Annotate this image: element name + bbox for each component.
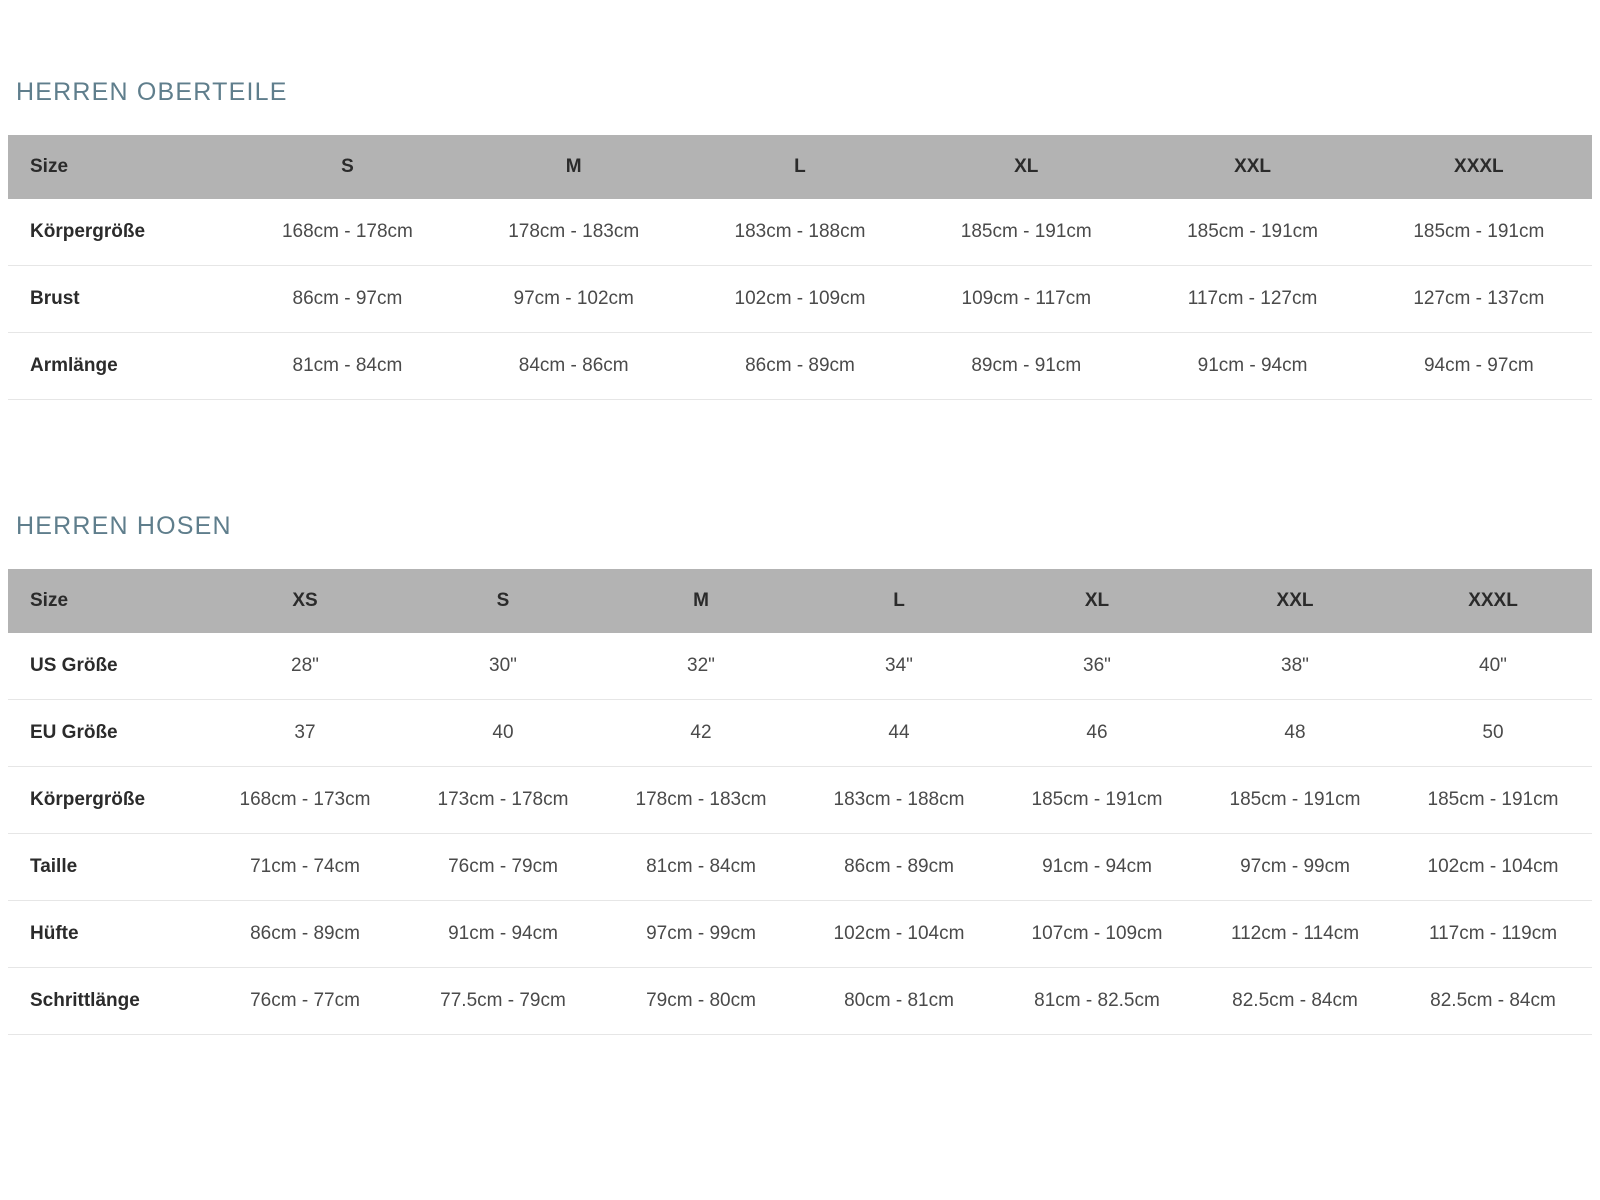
table-body-oberteile	[8, 199, 1592, 400]
section-herren-oberteile	[8, 78, 1592, 400]
table-header-row	[8, 135, 1592, 199]
table-cell: 89cm - 91cm	[971, 355, 1082, 376]
table-cell: 168cm - 173cm	[239, 789, 371, 810]
table-cell: 46	[1086, 722, 1108, 743]
table-cell: 168cm - 178cm	[281, 221, 413, 242]
table-header-oberteile	[8, 135, 1592, 199]
row-label: Brust	[30, 288, 80, 309]
table-body-hosen	[8, 633, 1592, 1035]
table-cell: 86cm - 89cm	[745, 355, 855, 376]
table-cell: 32"	[687, 655, 715, 676]
table-cell: 185cm - 191cm	[960, 221, 1092, 242]
table-cell: 91cm - 94cm	[1042, 856, 1152, 877]
column-header-xl: XL	[1014, 156, 1039, 177]
table-cell: 50	[1482, 722, 1504, 743]
row-label: EU Größe	[30, 722, 118, 743]
table-cell: 79cm - 80cm	[646, 990, 756, 1011]
column-header-xxxl: XXXL	[1468, 590, 1518, 611]
table-cell: 44	[888, 722, 910, 743]
size-table-oberteile	[8, 135, 1592, 400]
table-header-hosen	[8, 569, 1592, 633]
column-header-xl: XL	[1084, 590, 1110, 611]
column-header-xxl: XXL	[1234, 156, 1272, 177]
column-header-l: L	[794, 156, 806, 177]
table-cell: 86cm - 89cm	[250, 923, 360, 944]
row-label: Körpergröße	[30, 221, 146, 242]
table-cell: 82.5cm - 84cm	[1430, 990, 1556, 1011]
column-header-l: L	[893, 590, 905, 611]
table-cell: 36"	[1083, 655, 1111, 676]
column-header-size: Size	[30, 590, 69, 611]
row-label: US Größe	[30, 655, 118, 676]
table-cell: 107cm - 109cm	[1031, 923, 1163, 944]
row-label: Hüfte	[30, 923, 79, 944]
size-table-hosen	[8, 569, 1592, 1035]
table-cell: 109cm - 117cm	[961, 288, 1092, 309]
table-row	[8, 834, 1592, 901]
table-cell: 34"	[885, 655, 913, 676]
table-cell: 86cm - 97cm	[292, 288, 403, 309]
table-row	[8, 333, 1592, 400]
column-header-xxxl: XXXL	[1454, 156, 1504, 177]
table-row	[8, 266, 1592, 333]
table-cell: 86cm - 89cm	[844, 856, 954, 877]
table-cell: 30"	[489, 655, 517, 676]
section-spacer	[8, 454, 1592, 512]
column-header-xxl: XXL	[1276, 590, 1314, 611]
table-cell: 112cm - 114cm	[1230, 923, 1360, 944]
table-cell: 81cm - 84cm	[292, 355, 403, 376]
table-row	[8, 199, 1592, 266]
table-cell: 40	[492, 722, 514, 743]
table-cell: 173cm - 178cm	[437, 789, 569, 810]
row-label: Körpergröße	[30, 789, 146, 810]
row-label: Taille	[30, 856, 78, 877]
table-cell: 48	[1284, 722, 1306, 743]
table-cell: 76cm - 77cm	[250, 990, 360, 1011]
column-header-s: S	[341, 156, 354, 177]
column-header-s: S	[496, 590, 510, 611]
column-header-m: M	[565, 156, 582, 177]
table-cell: 117cm - 119cm	[1428, 923, 1558, 944]
table-cell: 84cm - 86cm	[518, 355, 629, 376]
table-cell: 185cm - 191cm	[1413, 221, 1545, 242]
row-label: Armlänge	[30, 355, 118, 376]
table-cell: 102cm - 104cm	[833, 923, 965, 944]
table-cell: 91cm - 94cm	[448, 923, 558, 944]
table-row	[8, 767, 1592, 834]
table-cell: 97cm - 99cm	[1240, 856, 1350, 877]
row-label: Schrittlänge	[30, 990, 140, 1011]
table-cell: 80cm - 81cm	[844, 990, 954, 1011]
table-cell: 183cm - 188cm	[734, 221, 866, 242]
table-cell: 97cm - 102cm	[513, 288, 634, 309]
table-row	[8, 901, 1592, 968]
column-header-size: Size	[30, 156, 69, 177]
table-cell: 185cm - 191cm	[1229, 789, 1361, 810]
table-cell: 127cm - 137cm	[1413, 288, 1545, 309]
table-cell: 38"	[1281, 655, 1309, 676]
table-cell: 71cm - 74cm	[250, 856, 360, 877]
table-cell: 40"	[1479, 655, 1507, 676]
table-cell: 37	[294, 722, 316, 743]
table-cell: 76cm - 79cm	[448, 856, 558, 877]
section-herren-hosen	[8, 512, 1592, 1035]
table-cell: 91cm - 94cm	[1197, 355, 1308, 376]
table-cell: 42	[690, 722, 712, 743]
table-cell: 178cm - 183cm	[508, 221, 640, 242]
table-cell: 185cm - 191cm	[1427, 789, 1559, 810]
table-row	[8, 700, 1592, 767]
table-cell: 81cm - 82.5cm	[1034, 990, 1160, 1011]
table-cell: 94cm - 97cm	[1423, 355, 1534, 376]
table-cell: 97cm - 99cm	[646, 923, 756, 944]
table-cell: 77.5cm - 79cm	[440, 990, 566, 1011]
table-cell: 183cm - 188cm	[833, 789, 965, 810]
table-cell: 102cm - 109cm	[734, 288, 866, 309]
page-title-oberteile: HERREN OBERTEILE	[16, 78, 288, 106]
table-cell: 81cm - 84cm	[646, 856, 756, 877]
table-cell: 117cm - 127cm	[1187, 288, 1318, 309]
column-header-m: M	[693, 590, 709, 611]
table-row	[8, 633, 1592, 700]
table-cell: 185cm - 191cm	[1187, 221, 1319, 242]
table-header-row	[8, 569, 1592, 633]
column-header-xs: XS	[292, 590, 318, 611]
table-row	[8, 968, 1592, 1035]
table-cell: 102cm - 104cm	[1427, 856, 1559, 877]
page-title-hosen: HERREN HOSEN	[16, 512, 232, 540]
table-cell: 178cm - 183cm	[635, 789, 767, 810]
table-cell: 185cm - 191cm	[1031, 789, 1163, 810]
table-cell: 82.5cm - 84cm	[1232, 990, 1358, 1011]
table-cell: 28"	[291, 655, 319, 676]
